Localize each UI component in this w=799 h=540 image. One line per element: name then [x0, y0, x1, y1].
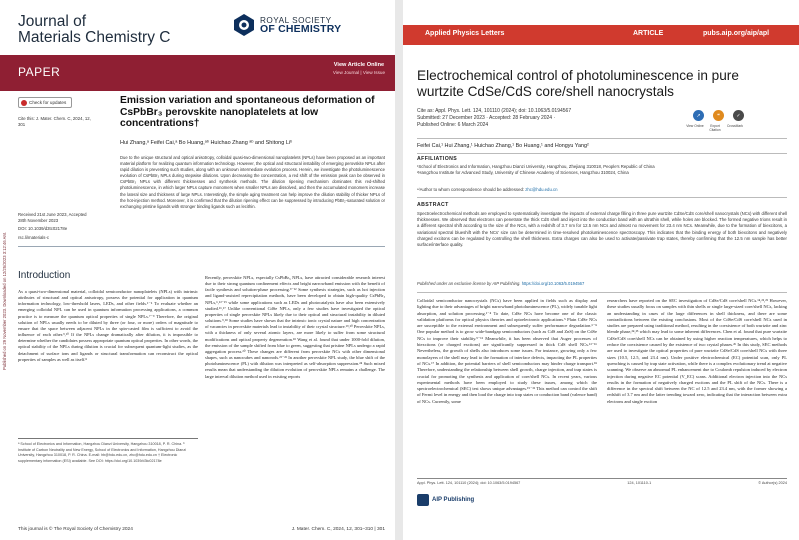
article-type-label: ARTICLE: [633, 30, 664, 37]
page-footer: [417, 478, 787, 485]
abstract-label: ABSTRACT: [417, 202, 449, 208]
footer-copyright: This journal is © The Royal Society of Chemistry 2024: [18, 527, 133, 532]
affiliation-2: ²Hangzhou Institute for Advanced Study, University of Chinese Academy of Sciences, Hangzhou 310024, China: [417, 170, 629, 176]
body-column-2: researchers have reported on the SEC investigation of CdSe/CdS core/shell NCs.¹⁴,²²,²³ However, these studies usually focus on samples with thin shells or single large-sized core/shell NCs, lacking an understanding in cases of the large differences in shell thickness, and there are some contradictions between the existing conclusions. Most of the CdSe/CdS core/shell NCs used in studies are prepared using traditional method, resulting in the coexistence of both wurtzite and zinc blende phase,²⁴,²⁵ which may lead to some inherent differences. Chen et al. found that pure wurtzite CdSe/CdS core/shell NCs can be obtained by using higher reaction temperatures, which helps to reduce the coexistence caused by the existence of two crystal phases.²⁶ In this study, SEC methods are used to investigate the optical properties of pure wurtzite CdSe/CdS core/shell NCs with three sizes (10.5, 12.5, and 23.4 nm). Under positive electrochemical (EC) potential scan, only PL quenching is caused by trap state activation, while there is a complex evolutionary trend at negative scanning. We observe an abnormal PL enhancement due to Coulomb repulsion induced by electron injection during negative EC potential (V_EC) scans. Additional electron injection into the NCs results in the formation of negatively charged excitons and the PL shift of the NCs. There is a difference in the spectral shift between the NC of 12.5 and 23.4 nm, with the former showing a redshift of 3.7 nm and the latter trending toward zero, indicating that the interaction between extra electrons and single exciton: [607, 298, 787, 404]
introduction-heading: Introduction: [18, 270, 71, 281]
check-for-updates-button[interactable]: [18, 97, 72, 108]
doi-link[interactable]: https://doi.org/10.1063/5.0194567: [521, 281, 585, 286]
divider: [18, 246, 385, 247]
article-title: Electrochemical control of photoluminescence in pure wurtzite CdSe/CdS core/shell nanocrystals: [417, 68, 739, 99]
submission-dates: Submitted: 27 December 2023 · Accepted: 28 February 2024 ·: [417, 115, 556, 121]
paper-header-band: [0, 55, 395, 91]
footer-citation: J. Mater. Chem. C, 2024, 12, 301–310 | 301: [291, 527, 385, 532]
author-list: Feifei Cai,¹ Hui Zhang,¹ Huichao Zhang,¹ Bo Huang,¹ and Hongyu Yang²: [417, 143, 589, 149]
export-citation-label: Export Citation: [709, 124, 721, 132]
aip-logo-icon: [417, 494, 429, 506]
journal-title-line-2: Materials Chemistry C: [18, 29, 171, 46]
divider: [417, 138, 787, 139]
footer-page-number: 124, 101110-1: [627, 481, 652, 485]
crossmark-icon[interactable]: ✓: [733, 110, 744, 121]
divider: [417, 197, 787, 198]
license-text: Published under an exclusive license by AIP Publishing.: [417, 281, 521, 286]
cite-as: Cite as: Appl. Phys. Lett. 124, 101110 (2024); doi: 10.1063/5.0194567: [417, 108, 572, 114]
published-date: Published Online: 6 March 2024: [417, 122, 489, 128]
abstract: Spectroelectrochemical methods are employed to systematically investigate the impacts of external charge filling in three pure wurtzite CdSe/CdS core/shell nanocrystals (NCs) with different shell thicknesses. We observed that electrons can penetrate the thick CdS shell and inject into the conduction band with an ultrathin shell, while holes are blocked. The formed negative trions result in a different spectral shift according to the size of the NCs, with a redshift of 3.7 nm for 12.5 nm NCs and almost no movement for 23.4 nm NCs. Meanwhile, due to the formation of biexcitons, a variational spectral blueshift with the NCs' size can be determined in time-resolved photoluminescence spectroscopy. This indicates that the binding energy of both biexcitons and negatively charged excitons can be regulated by controlling the shell thickness. Extra charges can also be used to activate/passivate trap states, thereby confirming that the 12.5 nm sample has better surface/interface quality.: [417, 211, 787, 248]
body-column-1: As a quasi-two-dimensional material, colloidal semiconductor nanoplatelets (NPLs) with intrinsic attributes of structural and optical anisotropy, possess the potential for application in quantum information technology, low-threshold lasers, LEDs, and other fields.¹⁻⁶ To evaluate whether an emerging colloidal NPL can be used in quantum information processing applications, a common practice is to measure the quantum optical properties of single NPLs.⁷⁻⁹ Therefore, the original solution of NPLs usually needs to be diluted by three (or four, or more) orders of magnitude to ensure that the space between adjacent NPLs in the spin-casted film is sufficient to avoid the influence of each other.⁹,¹⁰ If the NPLs change dramatically after dilution, it is impossible to determine whether the candidates possess appropriate quantum optical properties. In other words, the optical stability of the NPLs during dilution is crucial for subsequent quantum-light studies, as the detachment of surface ions and ligands or structural transformation can reconstruct the optical properties of samples as well as itself.⁸: [18, 289, 198, 362]
author-email-link[interactable]: zhc@hdu.edu.cn: [525, 187, 558, 192]
article-doi[interactable]: DOI: 10.1039/d3tc02178e: [18, 226, 68, 231]
author-note-label: ᵃ⁾Author to whom correspondence should be addressed:: [417, 187, 525, 192]
rsc-wordmark: [260, 16, 341, 34]
rsc-logo: [232, 13, 382, 39]
journal-name: Applied Physics Letters: [425, 30, 505, 37]
corresponding-author-note: [417, 187, 558, 193]
view-article-online-link[interactable]: View Article Online: [333, 62, 385, 68]
view-journal-issue-link[interactable]: View Journal | View Issue: [332, 70, 385, 75]
download-sidenote: Published on 29 November 2023. Downloaded on 12/25/2023 3:12:46 AM.: [2, 231, 7, 370]
article-actions: [693, 110, 744, 121]
license-line: [417, 281, 584, 286]
journal-title: [18, 14, 170, 46]
received-dates: Received 21st June 2023, Accepted 28th November 2023: [18, 212, 87, 223]
journal-title-line-1: Journal of: [18, 13, 87, 30]
crossmark-label: CrossMark: [727, 124, 743, 128]
rsc-line-1: ROYAL SOCIETY: [260, 16, 332, 25]
journal-url[interactable]: rsc.li/materials-c: [18, 235, 50, 240]
body-column-2: Recently, perovskite NPLs, especially CsPbBr₃ NPLs, have attracted considerable research interest due to their strong quantum confinement effects and bright narrowband emission with the benefit of facile synthesis and solution-phase processing.⁹⁻¹² Some synthesis strategies, such as hot injection and ligand-assisted reprecipitation methods, have been developed to obtain high-quality CsPbBr₃ NPLs,⁶,¹³⁻¹⁵ while some applications such as LEDs and photocatalysis have also been extensively studied.¹⁶,¹⁷ Unlike conventional CdSe NPLs, only a few studies have investigated the optical properties of single perovskite NPLs likely due to their optical and structural instability in diluted solutions.⁹,¹⁸ Some studies have shown that the intrinsic ionic crystal nature and high concentration of vacancies in perovskite materials lead to instability of their crystal structure.¹⁹,²⁰ Perovskite NPLs, with a thickness of only several atomic layers, are more likely to suffer from some structural modifications and optical property degeneration.¹⁸ Wang et al. found that under 1000-fold dilution, the emission of the sample shifted from blue to green, suggesting that pristine NPLs undergo a rapid aggregation process.²⁰ These changes are different from perovskite NCs with other dimensional shapes, such as nanocubes and nanorods.²¹⁻²³ In another perovskite NPL study, the blue shift of the photoluminescence (PL) with dilution was interpreted as self-absorption suppression.²⁴ Such mixed results mean that understanding the dilution evolution of perovskite NPLs remains a challenge. The large interval dilution method used in existing reports: [205, 275, 385, 379]
divider: [417, 153, 787, 154]
crossmark-icon: [21, 100, 27, 106]
page-footer: [18, 527, 385, 532]
view-links: [333, 62, 385, 75]
journal-url-link[interactable]: pubs.aip.org/aip/apl: [703, 30, 770, 37]
view-online-label: View Online: [686, 124, 704, 128]
body-column-1: Colloidal semiconductor nanocrystals (NCs) have been applied in fields such as display and lighting due to their advantages of bright narrowband photoluminescence (PL), widely tunable light absorption, and solution processing.¹⁻⁴ To date, CdSe NCs have become one of the classic validation platforms for optical physics theories and optoelectronic applications.⁵ Plain CdSe NCs are susceptible to the external environment and subsequently suffer performance degradation.⁶⁻⁸ One popular method is to grow wide-bandgap semiconductors (such as CdS and ZnS) on the CdSe NCs to improve their stability.⁹⁻¹² Meanwhile, it has been observed that Auger processes of biexcitons (or charged excitons) are significantly suppressed in thick CdS shell NCs.¹³⁻¹⁶ Nevertheless, the growth of shells also introduces some issues. For instance, growing only a few monolayers of the shell may lead to the formation of interface defects, impacting the PL properties of NCs.¹⁷ In addition, the potential barriers of shell semiconductors may hinder charge transport.¹⁸ Therefore, understanding the relationship between shell growth, charge injection, and trap states is crucial for promoting the synthesis and application of core/shell NCs. In recent years, various experimental methods have been employed to study these issues, among which the spectroelectrochemical (SEC) test shows unique advantages.¹⁹⁻²¹ This method can control the shift of Fermi level in energy and then load the charge into trap states or conduction band (valence band) of NCs. Currently, some: [417, 298, 597, 404]
article-action-labels: [686, 124, 744, 132]
rsc-line-2: OF CHEMISTRY: [260, 23, 342, 35]
divider: [417, 292, 787, 293]
author-list: Hui Zhang,ᵃ Feifei Cai,ᵃ Bo Huang,ᵃᵇ Huichao Zhang ᵃᵇ and Shitong Liᵇ: [120, 140, 293, 146]
affiliation-footnotes: ᵃ School of Electronics and Information, Hangzhou Dianzi University, Hangzhou 310018, P. R. China. ᵇ Institute of Carbon Neutrality and New Energy, School of Electronics and Information, Hangzhou Dianzi University, Hangzhou 310018, P. R. China. E-mail: hb@hdu.edu.cn, zhc@hdu.edu.cn † Electronic supplementary information (ESI) available. See DOI: https://doi.org/10.1039/d3tc02178e: [18, 438, 198, 464]
paper-type-label: PAPER: [18, 65, 61, 79]
article-title: Emission variation and spontaneous deformation of CsPbBr₃ perovskite nanoplatelets at low concentrations†: [120, 95, 375, 129]
view-online-icon[interactable]: ↗: [693, 110, 704, 121]
footer-copyright: © Author(s) 2024: [758, 481, 787, 485]
jmcc-article-page: [0, 0, 395, 540]
affiliation-1: ¹School of Electronics and Information, Hangzhou Dianzi University, Hangzhou, Zhejiang 310018, People's Republic of China: [417, 164, 655, 169]
rsc-crest-icon: [232, 13, 256, 37]
abstract: Due to the unique structural and optical anisotropy, colloidal quasi-two-dimensional nanoplatelets (NPLs) have been proposed as an important material platform for realizing quantum information technology. However, the optical and structural instability of emerging perovskite NPLs after rapid dilution is preventing such studies, along with an unknown intermediate evolution process. Herein, we investigate the photoluminescence evolution of CsPbBr₃ NPLs during stepwise dilutions. Upon decreasing the concentration, a red shift of the emission peak can be observed in CsPbBr₃ NPLs with different thicknesses and synthesis methods. The dilution ripening mechanism dominates this red-shifted photoluminescence, in which larger NPLs capture monomers when smaller NPLs are dissolved, and then the accumulated monomers increase the lateral size and thickness of large NPLs. Interestingly, the simple aging treatment can help improve the dilution stability of thicker NPLs of the hot-injection method. Moreover, it is confirmed that the dilution ripening effect can be suppressed by introducing PbBr₂-saturated solution or exchanging pristine ligands with stronger binding ligands such as lecithin.: [120, 155, 385, 209]
footer-citation: Appl. Phys. Lett. 124, 101110 (2024); doi: 10.1063/5.0194567: [417, 481, 521, 485]
affiliations: [417, 164, 787, 176]
apl-header-band: [403, 25, 799, 45]
check-updates-label: Check for updates: [29, 100, 67, 105]
affiliations-label: AFFILIATIONS: [417, 156, 458, 162]
article-meta: [417, 108, 677, 129]
export-citation-icon[interactable]: ❝: [713, 110, 724, 121]
aip-publishing-logo: [417, 494, 474, 506]
apl-article-page: [403, 0, 799, 540]
cite-this: Cite this: J. Mater. Chem. C, 2024, 12, 301: [18, 116, 91, 127]
publisher-name: AIP Publishing: [432, 497, 475, 503]
